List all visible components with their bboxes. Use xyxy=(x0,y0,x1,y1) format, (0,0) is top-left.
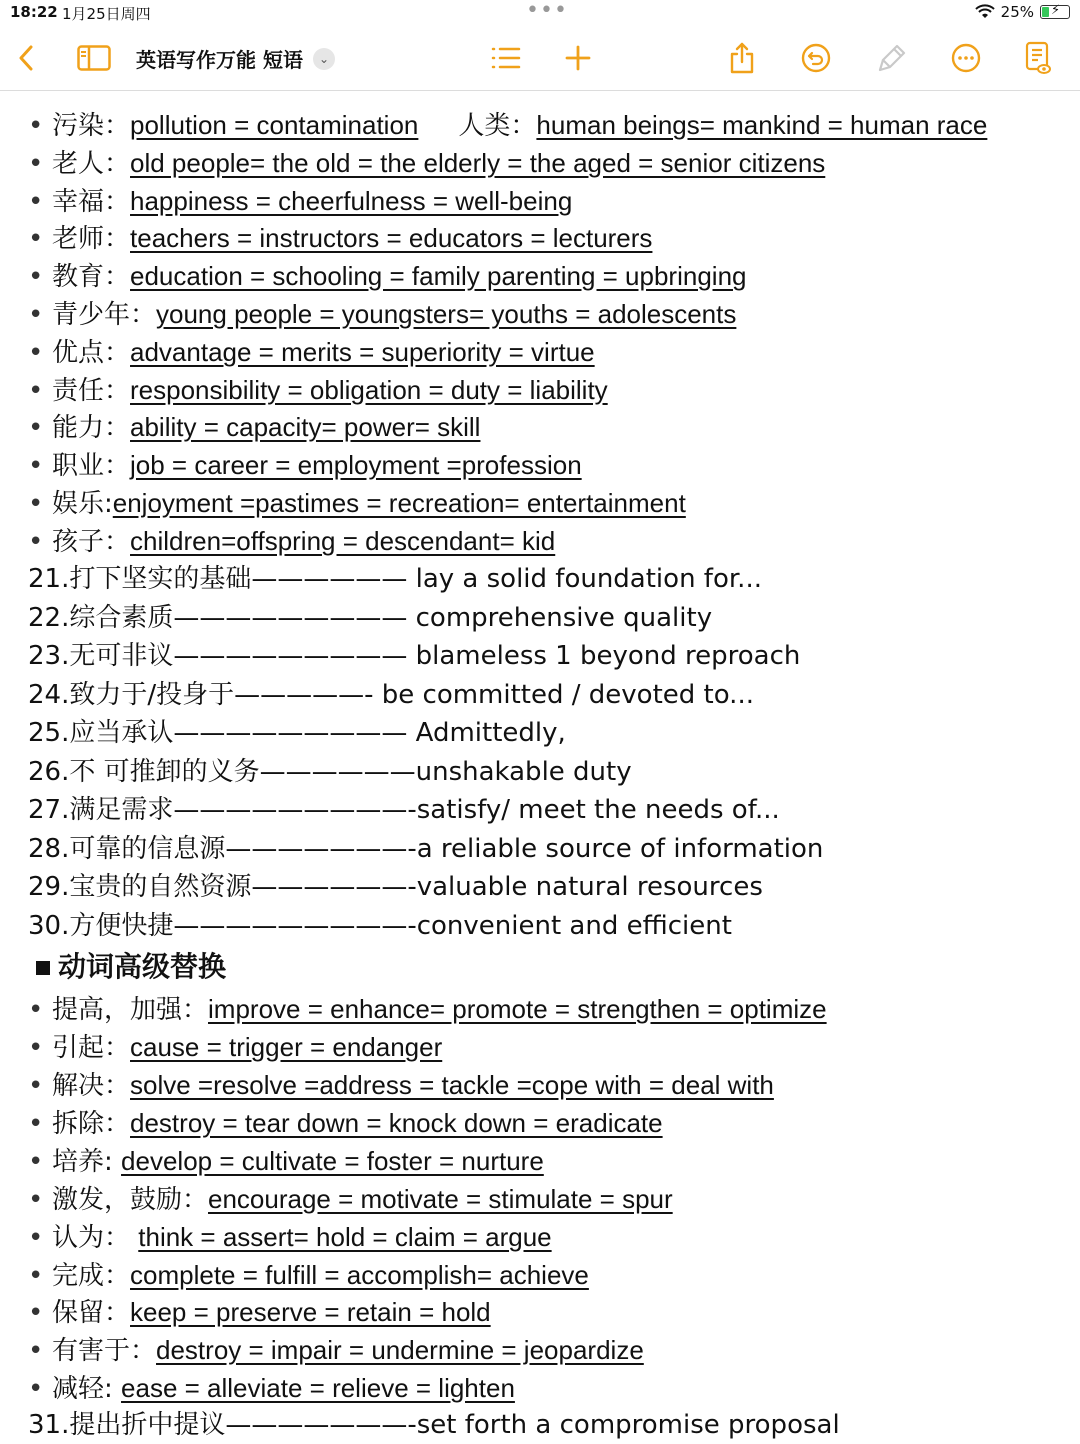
list-item: • 青少年：young people = youngsters= youths = adolescents xyxy=(28,299,737,330)
list-item: • 幸福：happiness = cheerfulness = well-being xyxy=(28,186,573,217)
list-item: • 培养: develop = cultivate = foster = nurture xyxy=(28,1146,544,1177)
more-options-icon[interactable] xyxy=(946,38,986,78)
phrase-line: 27.满足需求—————————-satisfy/ meet the needs of... xyxy=(28,795,780,825)
chevron-down-icon[interactable]: ⌄ xyxy=(313,48,335,70)
list-item: • 引起：cause = trigger = endanger xyxy=(28,1032,443,1063)
list-item: • 优点：advantage = merits = superiority = virtue xyxy=(28,337,595,368)
list-item: • 教育：education = schooling = family parenting = upbringing xyxy=(28,261,747,292)
battery-icon: ⚡ xyxy=(1040,5,1070,19)
list-item: • 职业：job = career = employment =profession xyxy=(28,450,582,481)
toolbar xyxy=(0,28,1080,90)
compose-note-icon[interactable] xyxy=(1018,38,1058,78)
status-time: 18:22 xyxy=(10,3,58,21)
share-icon[interactable] xyxy=(722,38,762,78)
note-title: 英语写作万能 短语 xyxy=(136,48,303,72)
note-title-menu[interactable] xyxy=(136,44,335,73)
toolbar-divider xyxy=(0,90,1080,91)
phrase-line: 31.提出折中提议———————-set forth a compromise proposal xyxy=(28,1410,840,1440)
sidebar-toggle-icon[interactable] xyxy=(74,38,114,78)
multitask-dots-icon[interactable]: ••• xyxy=(526,0,568,23)
phrase-line: 28.可靠的信息源———————-a reliable source of information xyxy=(28,834,824,864)
status-bar xyxy=(0,0,1080,26)
phrase-line: 25.应当承认————————— Admittedly, xyxy=(28,718,566,748)
list-item: • 拆除：destroy = tear down = knock down = eradicate xyxy=(28,1108,663,1139)
list-item: • 保留：keep = preserve = retain = hold xyxy=(28,1297,491,1328)
list-item: • 污染：pollution = contamination 人类：human beings= mankind = human race xyxy=(28,110,988,141)
phrase-line: 30.方便快捷—————————-convenient and efficient xyxy=(28,911,732,941)
phrase-line: 21.打下坚实的基础—————— lay a solid foundation for... xyxy=(28,564,762,594)
list-item: • 激发，鼓励：encourage = motivate = stimulate = spur xyxy=(28,1184,673,1215)
markup-pen-icon[interactable] xyxy=(872,38,912,78)
back-chevron-icon[interactable] xyxy=(6,38,46,78)
list-item: • 能力：ability = capacity= power= skill xyxy=(28,412,481,443)
section-heading: 动词高级替换 xyxy=(26,948,226,986)
square-bullet-icon xyxy=(36,961,50,975)
list-item: • 有害于：destroy = impair = undermine = jeopardize xyxy=(28,1335,644,1366)
phrase-line: 22.综合素质————————— comprehensive quality xyxy=(28,603,713,633)
list-item: • 责任：responsibility = obligation = duty = liability xyxy=(28,375,608,406)
list-item: • 减轻: ease = alleviate = relieve = lighten xyxy=(28,1373,515,1404)
status-date: 1月25日周四 xyxy=(62,5,151,23)
list-item: • 提高，加强：improve = enhance= promote = strengthen = optimize xyxy=(28,994,827,1025)
list-item: • 解决：solve =resolve =address = tackle =cope with = deal with xyxy=(28,1070,774,1101)
status-right xyxy=(975,3,1070,21)
list-item: • 老人：old people= the old = the elderly = the aged = senior citizens xyxy=(28,148,826,179)
phrase-line: 26.不 可推卸的义务——————unshakable duty xyxy=(28,757,632,787)
battery-percent: 25% xyxy=(1000,3,1034,21)
checklist-icon[interactable] xyxy=(486,38,526,78)
phrase-line: 24.致力于/投身于—————- be committed / devoted to... xyxy=(28,680,754,710)
list-item: • 老师：teachers = instructors = educators = lecturers xyxy=(28,223,653,254)
list-item: • 认为： think = assert= hold = claim = argue xyxy=(28,1222,552,1253)
phrase-line: 23.无可非议————————— blameless 1 beyond reproach xyxy=(28,641,801,671)
add-icon[interactable] xyxy=(558,38,598,78)
list-item: • 娱乐:enjoyment =pastimes = recreation= entertainment xyxy=(28,488,686,519)
phrase-line: 29.宝贵的自然资源——————-valuable natural resources xyxy=(28,872,763,902)
undo-icon[interactable] xyxy=(796,38,836,78)
list-item: • 孩子：children=offspring = descendant= kid xyxy=(28,526,556,557)
list-item: • 完成：complete = fulfill = accomplish= achieve xyxy=(28,1260,589,1291)
wifi-icon xyxy=(975,4,995,20)
